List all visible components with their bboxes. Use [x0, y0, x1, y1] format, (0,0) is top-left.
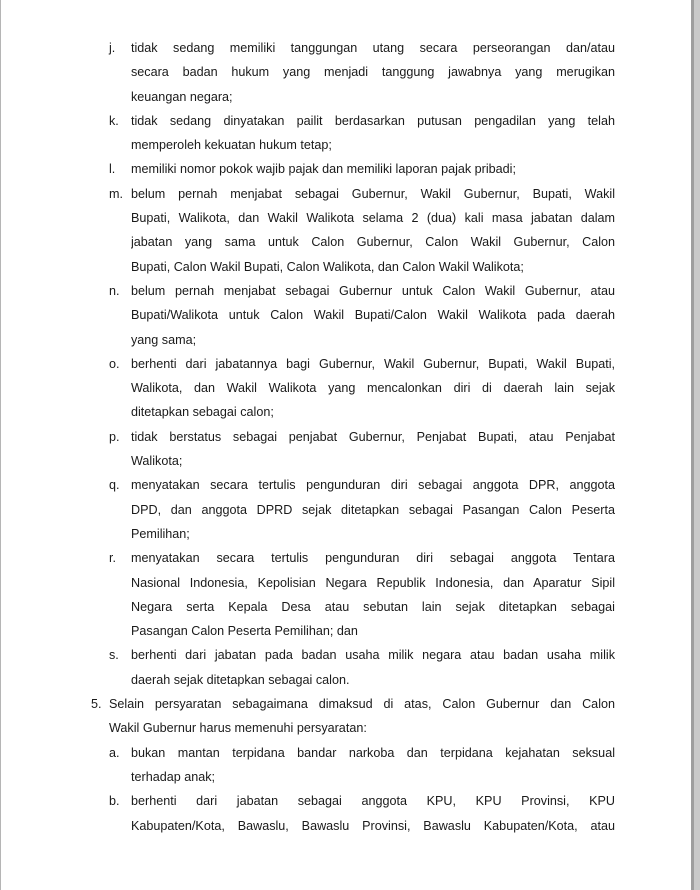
text-line: belum pernah menjabat sebagai Gubernur untuk Calon Wakil Gubernur, atau [131, 283, 615, 298]
list-marker: p. [109, 429, 120, 444]
list-item [91, 692, 615, 741]
list-marker: k. [109, 113, 119, 128]
text-line: berhenti dari jabatannya bagi Gubernur, Wakil Gubernur, Bupati, Wakil Bupati, [131, 356, 615, 371]
text-line: Nasional Indonesia, Kepolisian Negara Republik Indonesia, dan Aparatur Sipil [131, 575, 615, 590]
list-marker: m. [109, 186, 123, 201]
list-item [109, 36, 615, 109]
list-marker: o. [109, 356, 120, 371]
text-line: Pasangan Calon Peserta Pemilihan; dan [131, 624, 358, 639]
text-line: memperoleh kekuatan hukum tetap; [131, 138, 332, 153]
text-line: Kabupaten/Kota, Bawaslu, Bawaslu Provinsi, Bawaslu Kabupaten/Kota, atau [131, 818, 615, 833]
list-marker: s. [109, 648, 119, 663]
list-item [109, 157, 615, 181]
text-line: Wakil Gubernur harus memenuhi persyaratan: [109, 721, 367, 736]
list-item [109, 643, 615, 692]
list-item [109, 425, 615, 474]
document-body [1, 36, 695, 838]
list-item [109, 352, 615, 425]
text-line: keuangan negara; [131, 89, 233, 104]
list-marker: q. [109, 478, 120, 493]
text-line: tidak sedang memiliki tanggungan utang secara perseorangan dan/atau [131, 41, 615, 55]
text-line: memiliki nomor pokok wajib pajak dan memiliki laporan pajak pribadi; [131, 162, 516, 177]
list-item [109, 182, 615, 279]
text-line: secara badan hukum yang menjadi tanggung jawabnya yang merugikan [131, 65, 615, 80]
text-line: menyatakan secara tertulis pengunduran diri sebagai anggota Tentara [131, 551, 615, 566]
text-line: Selain persyaratan sebagaimana dimaksud di atas, Calon Gubernur dan Calon [109, 697, 615, 712]
list-item [109, 109, 615, 158]
text-line: terhadap anak; [131, 769, 216, 784]
list-item [109, 473, 615, 546]
text-line: Bupati, Calon Wakil Bupati, Calon Walikota, dan Calon Wakil Walikota; [131, 259, 524, 274]
list-marker: j. [109, 41, 116, 55]
list-item [109, 546, 615, 643]
text-line: Bupati/Walikota untuk Calon Wakil Bupati/Calon Wakil Walikota pada daerah [131, 308, 615, 323]
list-marker: l. [109, 162, 116, 177]
text-line: tidak sedang dinyatakan pailit berdasarkan putusan pengadilan yang telah [131, 113, 615, 128]
text-line: daerah sejak ditetapkan sebagai calon. [131, 672, 350, 687]
text-line: Pemilihan; [131, 526, 190, 541]
list-item [109, 279, 615, 352]
list-item [109, 789, 615, 838]
text-line: DPD, dan anggota DPRD sejak ditetapkan sebagai Pasangan Calon Peserta [131, 502, 615, 517]
text-line: tidak berstatus sebagai penjabat Gubernur, Penjabat Bupati, atau Penjabat [131, 429, 615, 444]
text-line: berhenti dari jabatan pada badan usaha milik negara atau badan usaha milik [131, 648, 615, 663]
list-marker: 5. [91, 697, 102, 712]
text-line: menyatakan secara tertulis pengunduran diri sebagai anggota DPR, anggota [131, 478, 615, 493]
text-line: bukan mantan terpidana bandar narkoba dan terpidana kejahatan seksual [131, 745, 615, 760]
text-line: Walikota, dan Wakil Walikota yang mencalonkan diri di daerah lain sejak [131, 381, 615, 396]
text-line: berhenti dari jabatan sebagai anggota KPU, KPU Provinsi, KPU [131, 794, 615, 809]
text-line: jabatan yang sama untuk Calon Gubernur, Calon Wakil Gubernur, Calon [131, 235, 615, 250]
text-line: yang sama; [131, 332, 197, 347]
list-item [109, 741, 615, 790]
list-marker: n. [109, 283, 120, 298]
list-marker: b. [109, 794, 120, 809]
list-marker: r. [109, 551, 116, 566]
text-line: ditetapkan sebagai calon; [131, 405, 274, 420]
text-line: Bupati, Walikota, dan Wakil Walikota selama 2 (dua) kali masa jabatan dalam [131, 211, 615, 226]
text-line: Negara serta Kepala Desa atau sebutan lain sejak ditetapkan sebagai [131, 599, 615, 614]
text-line: belum pernah menjabat sebagai Gubernur, Wakil Gubernur, Bupati, Wakil [131, 186, 615, 201]
list-marker: a. [109, 745, 120, 760]
text-line: Walikota; [131, 454, 183, 469]
